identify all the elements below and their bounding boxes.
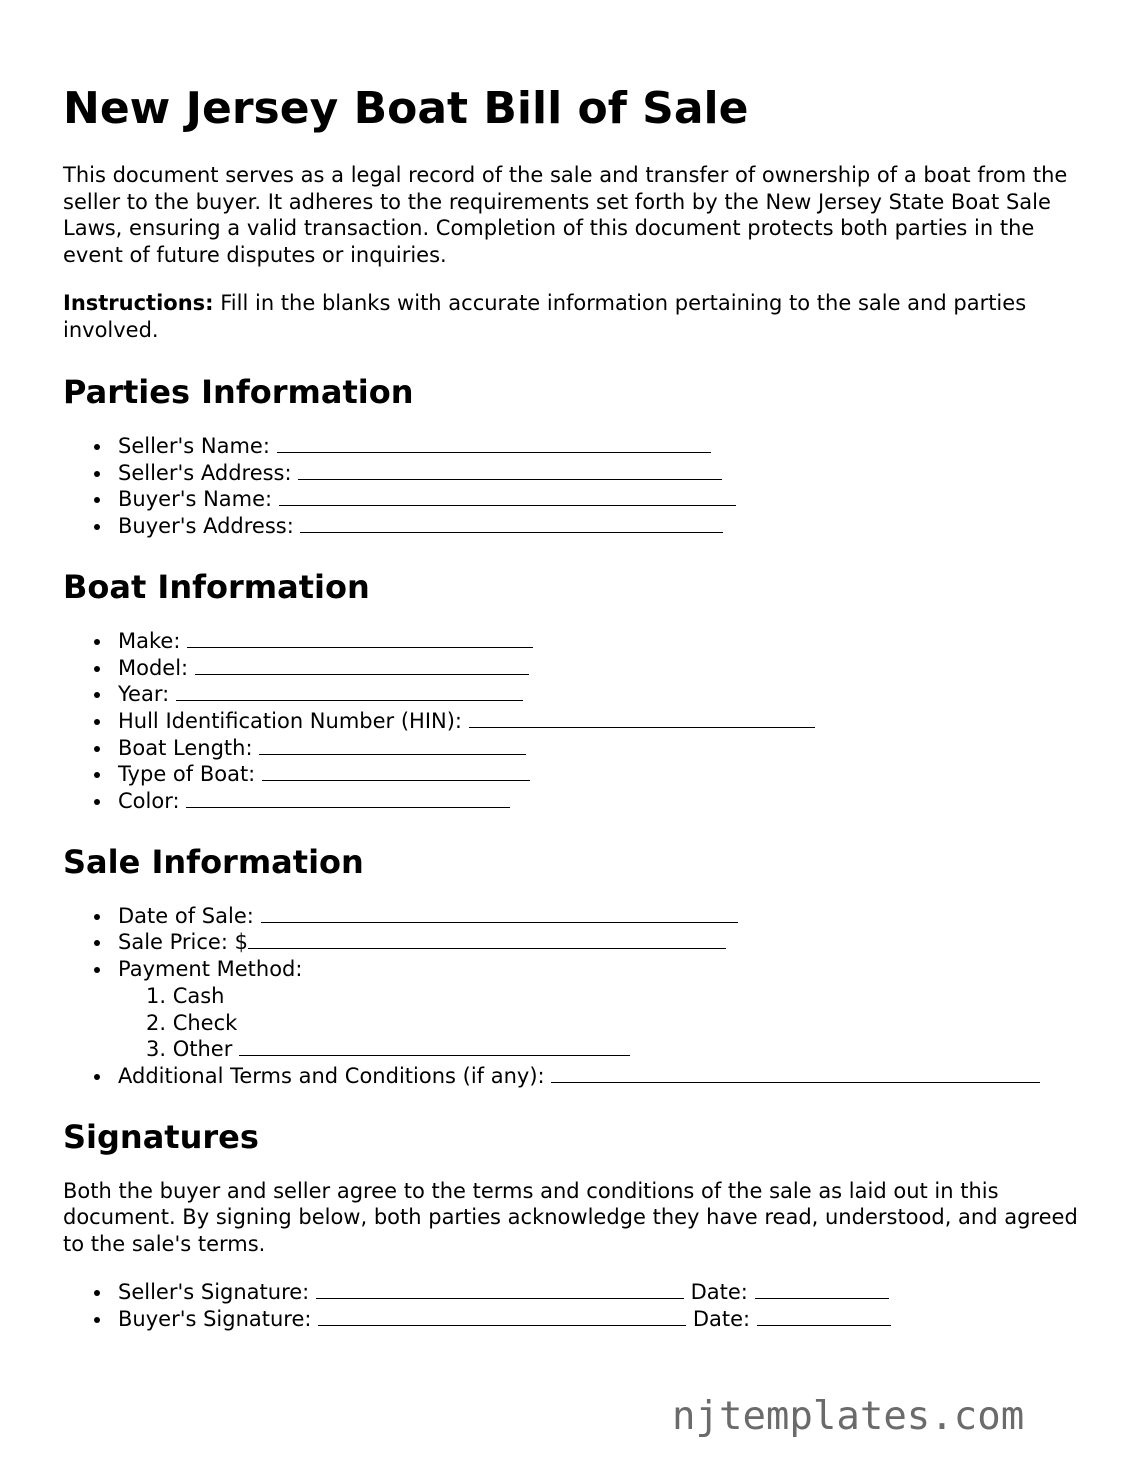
signatures-list (63, 1279, 1083, 1332)
seller-date-label: Date: (683, 1280, 755, 1305)
seller-signature-blank[interactable] (316, 1279, 684, 1299)
payment-options-list (118, 983, 1083, 1063)
sale-date-blank[interactable] (261, 903, 738, 923)
buyer-date-label: Date: (686, 1306, 757, 1331)
parties-heading: Parties Information (63, 373, 414, 411)
instructions-label: Instructions: (63, 291, 214, 315)
payment-method-item (63, 956, 1083, 1063)
signatures-paragraph: Both the buyer and seller agree to the terms and conditions of the sale as laid out in this document. By signing below, both parties acknowledge they have read, understood, and agreed to the sale's terms. (63, 1178, 1078, 1256)
buyer-date-blank[interactable] (757, 1306, 891, 1326)
watermark: njtemplates.com (672, 1394, 1025, 1439)
sale-price-blank[interactable] (248, 929, 726, 949)
seller-address-blank[interactable] (298, 460, 722, 480)
buyer-name-blank[interactable] (279, 486, 736, 506)
boat-type-item (63, 761, 1083, 788)
seller-address-item (63, 460, 1083, 487)
seller-address-label: Seller's Address: (118, 460, 299, 485)
year-label: Year: (118, 682, 176, 707)
color-blank[interactable] (186, 788, 510, 808)
seller-signature-item (63, 1279, 1083, 1306)
color-label: Color: (118, 789, 187, 814)
seller-name-label: Seller's Name: (118, 434, 277, 458)
additional-terms-label: Additional Terms and Conditions (if any): (118, 1063, 552, 1088)
sale-list (63, 903, 1083, 1090)
document-page (63, 84, 1083, 1361)
buyer-signature-item (63, 1306, 1083, 1333)
sale-date-item (63, 903, 1083, 930)
additional-terms-item (63, 1063, 1083, 1090)
intro-paragraph: This document serves as a legal record of the sale and transfer of ownership of a boat from the seller to the buyer. It adheres to the requirements set forth by the New Jersey State Boat Sale Laws, ensuring a valid transaction. Completion of this document protects both parties in the event of future disputes or inquiries. (63, 163, 1068, 267)
payment-other-blank[interactable] (239, 1036, 630, 1056)
payment-option-other (118, 1036, 1083, 1063)
year-item (63, 681, 1083, 708)
instructions-text: Fill in the blanks with accurate information pertaining to the sale and parties involved. (63, 291, 1027, 342)
boat-length-blank[interactable] (259, 735, 526, 755)
boat-type-blank[interactable] (262, 761, 530, 781)
seller-name-blank[interactable] (277, 433, 711, 453)
payment-option-check: 2. Check (146, 1010, 238, 1035)
boat-list (63, 628, 1083, 815)
buyer-name-item (63, 486, 1083, 513)
buyer-signature-label: Buyer's Signature: (118, 1306, 319, 1331)
boat-type-label: Type of Boat: (118, 762, 262, 787)
model-label: Model: (118, 655, 195, 680)
sale-price-label: Sale Price: $ (118, 930, 248, 955)
color-item (63, 788, 1083, 815)
parties-list (63, 433, 1083, 540)
seller-date-blank[interactable] (755, 1279, 889, 1299)
instructions-paragraph (63, 290, 1083, 343)
boat-length-item (63, 735, 1083, 762)
boat-heading: Boat Information (63, 567, 370, 606)
year-blank[interactable] (176, 681, 523, 701)
hin-label: Hull Identification Number (HIN): (118, 708, 469, 733)
payment-method-label: Payment Method: (118, 957, 303, 982)
make-item (63, 628, 1083, 655)
page-title: New Jersey Boat Bill of Sale (63, 83, 749, 134)
model-item (63, 655, 1083, 682)
boat-length-label: Boat Length: (118, 735, 260, 760)
buyer-name-label: Buyer's Name: (118, 487, 279, 512)
make-blank[interactable] (187, 628, 533, 648)
seller-signature-label: Seller's Signature: (118, 1280, 316, 1305)
payment-option-other-label: 3. Other (146, 1037, 240, 1062)
signatures-heading: Signatures (63, 1117, 259, 1156)
buyer-address-label: Buyer's Address: (118, 514, 301, 539)
sale-date-label: Date of Sale: (118, 903, 261, 928)
seller-name-item (63, 433, 1083, 460)
hin-blank[interactable] (469, 708, 815, 728)
buyer-address-item (63, 513, 1083, 540)
buyer-address-blank[interactable] (300, 513, 723, 533)
sale-heading: Sale Information (63, 842, 364, 881)
hin-item (63, 708, 1083, 735)
payment-option-cash: 1. Cash (146, 983, 225, 1008)
additional-terms-blank[interactable] (551, 1063, 1040, 1083)
buyer-signature-blank[interactable] (318, 1306, 686, 1326)
make-label: Make: (118, 628, 188, 653)
model-blank[interactable] (195, 655, 529, 675)
sale-price-item (63, 929, 1083, 956)
